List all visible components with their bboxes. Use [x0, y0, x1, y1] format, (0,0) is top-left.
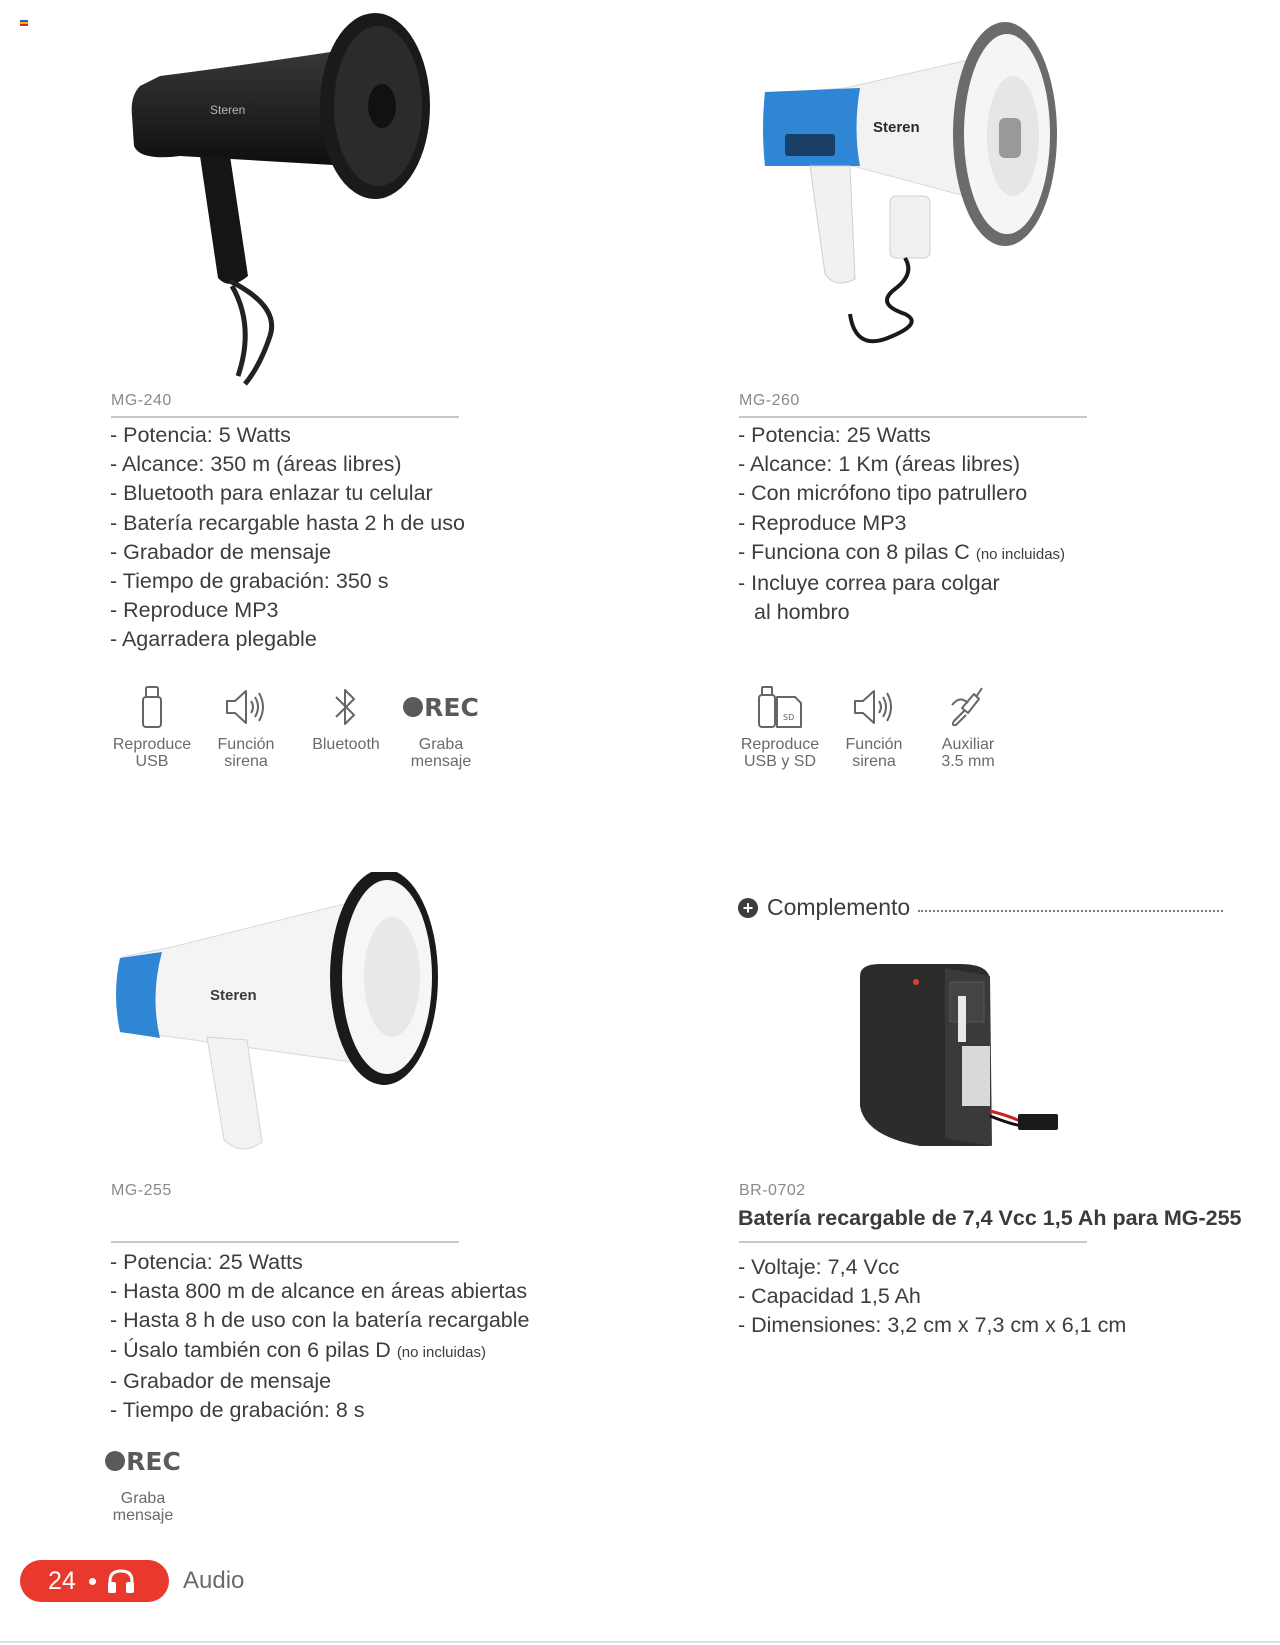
plus-circle-icon: + — [738, 898, 758, 918]
feature-item: - Bluetooth para enlazar tu celular — [110, 481, 433, 506]
divider — [739, 416, 1087, 418]
page-number: 24 — [48, 1566, 76, 1595]
feature-icon-label: Función sirena — [845, 736, 903, 770]
feature-icon-siren — [196, 684, 296, 770]
dotted-leader — [918, 910, 1223, 912]
bullet-dot — [89, 1578, 96, 1585]
feature-list — [110, 421, 465, 655]
feature-item: - Grabador de mensaje — [110, 539, 332, 564]
product-code: MG-260 — [739, 392, 800, 409]
flag-mark — [20, 20, 28, 26]
feature-list — [738, 1253, 1126, 1341]
feature-item: - Potencia: 5 Watts — [110, 423, 291, 447]
megaphone-mg-240-image — [120, 6, 440, 386]
svg-text:SD: SD — [783, 713, 795, 722]
feature-item: - Funciona con 8 pilas C (no incluidas) — [738, 539, 1066, 564]
feature-item: - Con micrófono tipo patrullero — [738, 481, 1028, 506]
feature-icon-label: Graba mensaje — [112, 1490, 174, 1524]
feature-item: - Hasta 8 h de uso con la batería recargable — [110, 1308, 530, 1333]
aux-jack-icon — [948, 685, 988, 729]
megaphone-mg-255-image — [112, 872, 462, 1162]
feature-icon-label: Función sirena — [217, 736, 275, 770]
feature-icon-siren — [824, 684, 924, 770]
feature-icon-usb-sd — [736, 684, 824, 770]
feature-icon-label: Graba mensaje — [410, 736, 472, 770]
feature-item: - Tiempo de grabación: 8 s — [110, 1398, 365, 1423]
page-footer — [20, 1560, 244, 1602]
feature-item: al hombro — [754, 600, 850, 625]
feature-icon-label: Bluetooth — [312, 736, 380, 753]
rec-icon: REC — [105, 1447, 181, 1476]
feature-item: - Incluye correa para colgar — [738, 571, 1000, 596]
feature-icon-row — [108, 684, 486, 770]
feature-icon-label: Reproduce USB — [112, 736, 192, 770]
speaker-siren-icon — [852, 687, 896, 727]
feature-icon-label: Reproduce USB y SD — [740, 736, 820, 770]
usb-stick-icon — [140, 685, 164, 729]
battery-br-0702-image — [850, 956, 1080, 1156]
page-number-pill — [20, 1560, 169, 1602]
megaphone-mg-260-image — [755, 14, 1105, 354]
usb-sd-icon — [757, 685, 803, 729]
product-code: MG-255 — [111, 1182, 172, 1199]
feature-list — [738, 421, 1065, 627]
feature-icon-aux — [924, 684, 1012, 770]
complemento-header — [738, 894, 1223, 921]
bluetooth-icon — [333, 686, 359, 728]
feature-icon-bluetooth — [296, 684, 396, 770]
speaker-siren-icon — [224, 687, 268, 727]
feature-icon-label: Auxiliar 3.5 mm — [941, 736, 995, 770]
feature-item: - Batería recargable hasta 2 h de uso — [110, 510, 465, 535]
accessory-title: Batería recargable de 7,4 Vcc 1,5 Ah para MG-255 — [738, 1206, 1242, 1230]
feature-icon-row — [108, 1438, 181, 1524]
feature-note: (no incluidas) — [396, 1343, 487, 1361]
feature-item: - Reproduce MP3 — [110, 598, 279, 623]
feature-icon-usb — [108, 684, 196, 770]
feature-item: - Reproduce MP3 — [738, 510, 907, 535]
product-code: BR-0702 — [739, 1182, 806, 1199]
feature-item: - Potencia: 25 Watts — [738, 423, 931, 447]
feature-item: - Capacidad 1,5 Ah — [738, 1284, 921, 1309]
product-code: MG-240 — [111, 392, 172, 409]
rec-icon: REC — [403, 693, 479, 722]
divider — [111, 416, 459, 418]
feature-note: (no incluidas) — [975, 545, 1066, 563]
divider — [111, 1241, 459, 1243]
steren-logo: Steren — [210, 103, 246, 117]
feature-item: - Voltaje: 7,4 Vcc — [738, 1255, 900, 1279]
feature-item: - Potencia: 25 Watts — [110, 1250, 303, 1274]
feature-item: - Tiempo de grabación: 350 s — [110, 569, 389, 594]
feature-item: - Hasta 800 m de alcance en áreas abiertas — [110, 1279, 528, 1304]
feature-item: - Agarradera plegable — [110, 627, 317, 652]
feature-item: - Alcance: 350 m (áreas libres) — [110, 452, 402, 477]
feature-icon-rec — [396, 684, 486, 770]
feature-icon-rec — [108, 1438, 181, 1524]
feature-list — [110, 1248, 530, 1425]
divider — [739, 1241, 1087, 1243]
feature-item: - Dimensiones: 3,2 cm x 7,3 cm x 6,1 cm — [738, 1313, 1127, 1338]
bottom-border — [0, 1641, 1280, 1643]
feature-item: - Alcance: 1 Km (áreas libres) — [738, 452, 1020, 477]
section-label: Audio — [183, 1567, 245, 1594]
steren-logo: Steren — [210, 987, 257, 1004]
headphones-icon — [106, 1568, 136, 1594]
complemento-label: Complemento — [767, 894, 911, 920]
feature-icon-row — [736, 684, 1012, 770]
steren-logo: Steren — [873, 119, 920, 136]
feature-item: - Grabador de mensaje — [110, 1368, 332, 1393]
feature-item: - Úsalo también con 6 pilas D (no incluidas) — [110, 1337, 487, 1362]
